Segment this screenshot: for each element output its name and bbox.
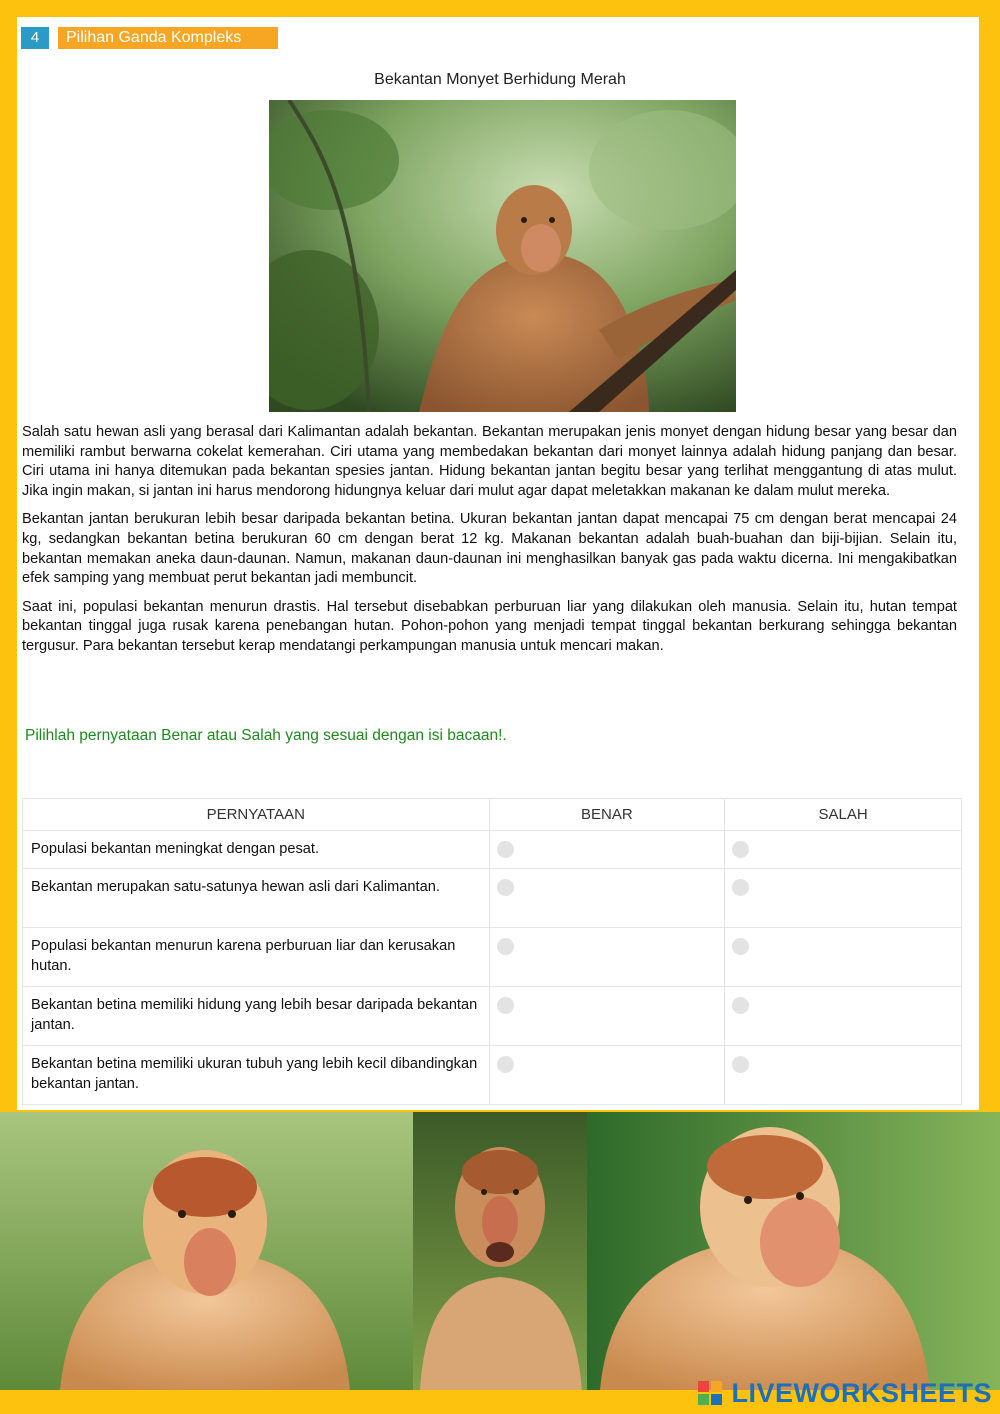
true-cell — [489, 987, 725, 1046]
reading-title: Bekantan Monyet Berhidung Merah — [374, 71, 626, 88]
statement-text: Bekantan betina memiliki ukuran tubuh yang lebih kecil dibandingkan bekantan jantan. — [23, 1046, 490, 1105]
liveworksheets-brand[interactable]: LIVEWORKSHEETS — [731, 1378, 992, 1408]
true-radio[interactable] — [497, 997, 514, 1014]
monkey-photo-1 — [0, 1112, 413, 1390]
column-header-statement: PERNYATAAN — [23, 799, 490, 831]
false-radio[interactable] — [732, 938, 749, 955]
monkey-photo-3 — [587, 1112, 1000, 1390]
false-cell — [725, 987, 962, 1046]
table-row — [23, 1046, 962, 1105]
true-cell — [489, 928, 725, 987]
monkey-photo-2 — [413, 1112, 587, 1390]
true-false-table — [22, 798, 962, 1105]
true-radio[interactable] — [497, 879, 514, 896]
false-cell — [725, 869, 962, 928]
passage-paragraph: Saat ini, populasi bekantan menurun drastis. Hal tersebut disebabkan perburuan liar yang dilakukan oleh manusia. Selain itu, hutan tempat bekantan tinggal juga rusak karena penebangan hutan. Pohon-pohon yang menjadi tempat tinggal bekantan berkurang sehingga bekantan tergusur. Para bekantan tersebut kerap mendatangi perkampungan manusia untuk mencari makan. — [22, 598, 957, 654]
table-header-row — [23, 799, 962, 831]
table-row — [23, 869, 962, 928]
true-cell — [489, 869, 725, 928]
true-cell — [489, 831, 725, 869]
table-row — [23, 928, 962, 987]
statement-text: Bekantan betina memiliki hidung yang lebih besar daripada bekantan jantan. — [23, 987, 490, 1046]
true-cell — [489, 1046, 725, 1105]
liveworksheets-logo-icon — [698, 1381, 722, 1405]
column-header-true: BENAR — [489, 799, 725, 831]
question-type-badge: Pilihan Ganda Kompleks — [58, 27, 278, 49]
passage-paragraph: Salah satu hewan asli yang berasal dari Kalimantan adalah bekantan. Bekantan merupakan jenis monyet dengan hidung besar yang besar dan memiliki rambut berwarna cokelat kemerahan. Ciri utama yang membedakan bekantan dari monyet lainnya adalah hidung panjang dan besar. Ciri utama ini hanya ditemukan pada bekantan spesies jantan. Hidung bekantan jantan begitu besar yang terlihat menggantung di atas mulut. Jika ingin makan, si jantan ini harus mendorong hidungnya keluar dari mulut agar dapat meletakkan makanan ke dalam mulut mereka. — [22, 424, 957, 499]
reading-passage — [22, 423, 957, 666]
statement-text: Populasi bekantan menurun karena perburuan liar dan kerusakan hutan. — [23, 928, 490, 987]
false-radio[interactable] — [732, 879, 749, 896]
true-radio[interactable] — [497, 1056, 514, 1073]
proboscis-monkey-photo — [269, 100, 736, 412]
false-cell — [725, 928, 962, 987]
false-cell — [725, 1046, 962, 1105]
statement-text: Populasi bekantan meningkat dengan pesat. — [23, 831, 490, 869]
table-row — [23, 987, 962, 1046]
false-radio[interactable] — [732, 841, 749, 858]
true-radio[interactable] — [497, 841, 514, 858]
question-number-badge: 4 — [21, 27, 49, 49]
statement-text: Bekantan merupakan satu-satunya hewan asli dari Kalimantan. — [23, 869, 490, 928]
monkey-photo-strip — [0, 1112, 1000, 1390]
true-radio[interactable] — [497, 938, 514, 955]
passage-paragraph: Bekantan jantan berukuran lebih besar daripada bekantan betina. Ukuran bekantan jantan dapat mencapai 75 cm dengan berat mencapai 24 kg, sedangkan bekantan betina berukuran 60 cm dengan berat 12 kg. Makanan bekantan adalah buah-buahan dan biji-bijian. Selain itu, bekantan memakan aneka daun-daunan. Namun, makanan daun-daunan ini menghasilkan banyak gas pada waktu dicerna. Ini mengakibatkan efek samping yang membuat perut bekantan jadi membuncit. — [22, 511, 957, 587]
false-radio[interactable] — [732, 1056, 749, 1073]
column-header-false: SALAH — [725, 799, 962, 831]
table-row — [23, 831, 962, 869]
instruction-text: Pilihlah pernyataan Benar atau Salah yang sesuai dengan isi bacaan!. — [25, 727, 507, 744]
false-radio[interactable] — [732, 997, 749, 1014]
false-cell — [725, 831, 962, 869]
